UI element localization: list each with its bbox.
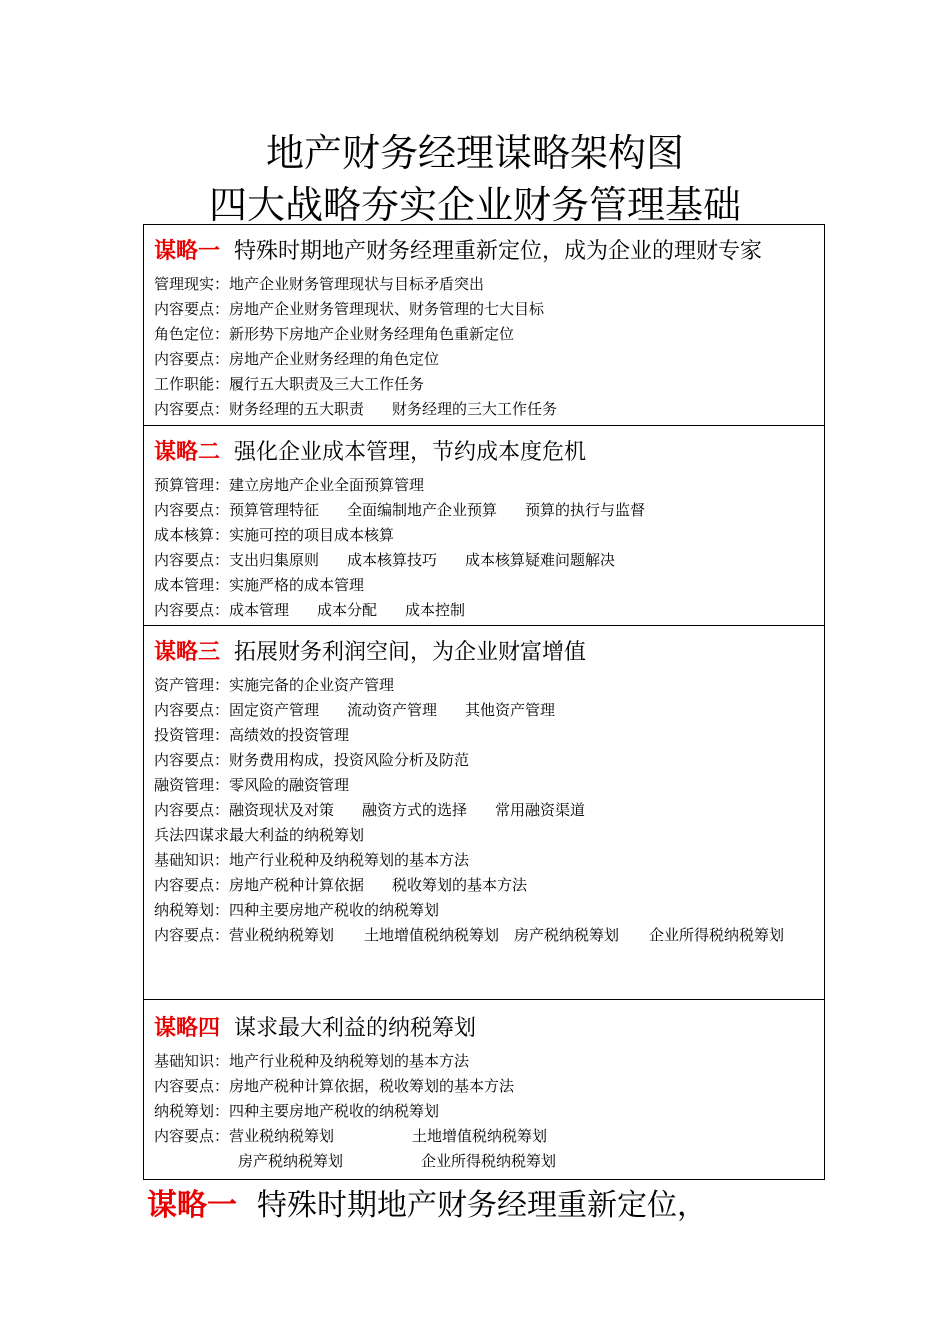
content-item: 内容要点：预算管理特征 xyxy=(154,501,320,519)
content-line: 预算管理：建立房地产企业全面预算管理 xyxy=(154,476,425,494)
content-line: 资产管理：实施完备的企业资产管理 xyxy=(154,676,395,694)
section-title: 谋求最大利益的纳税筹划 xyxy=(234,1016,477,1041)
content-line: 内容要点：房地产企业财务经理的角色定位 xyxy=(154,350,440,368)
content-line: 内容要点：营业税纳税筹划 土地增值税纳税筹划 房产税纳税筹划 企业所得税纳税筹划 xyxy=(154,926,785,944)
content-line: 兵法四谋求最大利益的纳税筹划 xyxy=(154,826,365,844)
content-line: 成本管理：实施严格的成本管理 xyxy=(154,576,365,594)
content-item: 内容要点：成本管理 xyxy=(154,601,290,619)
content-item: 财务经理的三大工作任务 xyxy=(392,400,558,418)
content-line xyxy=(154,598,814,623)
content-item: 预算的执行与监督 xyxy=(525,501,646,519)
content-line xyxy=(154,548,814,573)
content-line xyxy=(154,498,814,523)
content-item: 房产税纳税筹划 xyxy=(238,1152,344,1170)
section-label: 谋略一 xyxy=(147,1188,237,1223)
content-item: 内容要点：房地产税种计算依据 xyxy=(154,876,365,894)
content-item: 其他资产管理 xyxy=(465,701,556,719)
content-item: 税收筹划的基本方法 xyxy=(392,876,528,894)
content-item: 内容要点：支出归集原则 xyxy=(154,551,320,569)
section-heading xyxy=(154,638,814,667)
content-line: 纳税筹划：四种主要房地产税收的纳税筹划 xyxy=(154,1102,440,1120)
content-item: 流动资产管理 xyxy=(347,701,438,719)
content-item: 内容要点：财务经理的五大职责 xyxy=(154,400,365,418)
section-label: 谋略三 xyxy=(154,639,221,665)
content-item: 成本控制 xyxy=(405,601,466,619)
section-label: 谋略一 xyxy=(154,238,221,264)
section-title: 拓展财务利润空间，为企业财富增值 xyxy=(234,640,587,665)
content-line: 投资管理：高绩效的投资管理 xyxy=(154,726,350,744)
section-heading xyxy=(154,1014,814,1043)
content-item: 融资方式的选择 xyxy=(362,801,468,819)
section-title: 特殊时期地产财务经理重新定位，成为企业的理财专家 xyxy=(234,239,763,264)
content-line: 工作职能：履行五大职责及三大工作任务 xyxy=(154,375,425,393)
content-item: 常用融资渠道 xyxy=(495,801,586,819)
content-line xyxy=(154,397,814,422)
section-title: 强化企业成本管理，节约成本度危机 xyxy=(234,440,587,465)
content-line: 角色定位：新形势下房地产企业财务经理角色重新定位 xyxy=(154,325,515,343)
content-line xyxy=(154,1124,814,1149)
section-label: 谋略二 xyxy=(154,439,221,465)
strategy-section-4 xyxy=(143,1000,825,1180)
content-item: 成本分配 xyxy=(317,601,378,619)
strategy-section-1 xyxy=(143,224,825,426)
content-line: 融资管理：零风险的融资管理 xyxy=(154,776,350,794)
content-line: 内容要点：财务费用构成，投资风险分析及防范 xyxy=(154,751,470,769)
content-item: 内容要点：融资现状及对策 xyxy=(154,801,335,819)
content-line xyxy=(154,798,814,823)
next-section-heading xyxy=(147,1186,707,1226)
content-item: 企业所得税纳税筹划 xyxy=(421,1152,557,1170)
content-line: 内容要点：房地产税种计算依据，税收筹划的基本方法 xyxy=(154,1077,515,1095)
content-line xyxy=(154,698,814,723)
content-line: 纳税筹划：四种主要房地产税收的纳税筹划 xyxy=(154,901,440,919)
content-line: 成本核算：实施可控的项目成本核算 xyxy=(154,526,395,544)
section-label: 谋略四 xyxy=(154,1015,221,1041)
page-title: 地产财务经理谋略架构图 xyxy=(265,131,684,175)
content-item: 内容要点：营业税纳税筹划 xyxy=(154,1127,335,1145)
section-heading xyxy=(154,438,814,467)
content-item: 全面编制地产企业预算 xyxy=(347,501,498,519)
content-item: 成本核算技巧 xyxy=(347,551,438,569)
content-line xyxy=(154,1149,814,1174)
content-line: 基础知识：地产行业税种及纳税筹划的基本方法 xyxy=(154,851,470,869)
content-item: 内容要点：固定资产管理 xyxy=(154,701,320,719)
content-line: 内容要点：房地产企业财务管理现状、财务管理的七大目标 xyxy=(154,300,545,318)
content-line: 基础知识：地产行业税种及纳税筹划的基本方法 xyxy=(154,1052,470,1070)
strategy-section-3 xyxy=(143,626,825,1000)
page-subtitle: 四大战略夯实企业财务管理基础 xyxy=(208,183,741,227)
strategy-section-2 xyxy=(143,426,825,626)
content-item: 土地增值税纳税筹划 xyxy=(412,1127,548,1145)
section-title: 特殊时期地产财务经理重新定位， xyxy=(257,1188,707,1223)
content-line xyxy=(154,873,814,898)
content-item: 成本核算疑难问题解决 xyxy=(465,551,616,569)
section-heading xyxy=(154,237,814,266)
content-line: 管理现实：地产企业财务管理现状与目标矛盾突出 xyxy=(154,275,485,293)
